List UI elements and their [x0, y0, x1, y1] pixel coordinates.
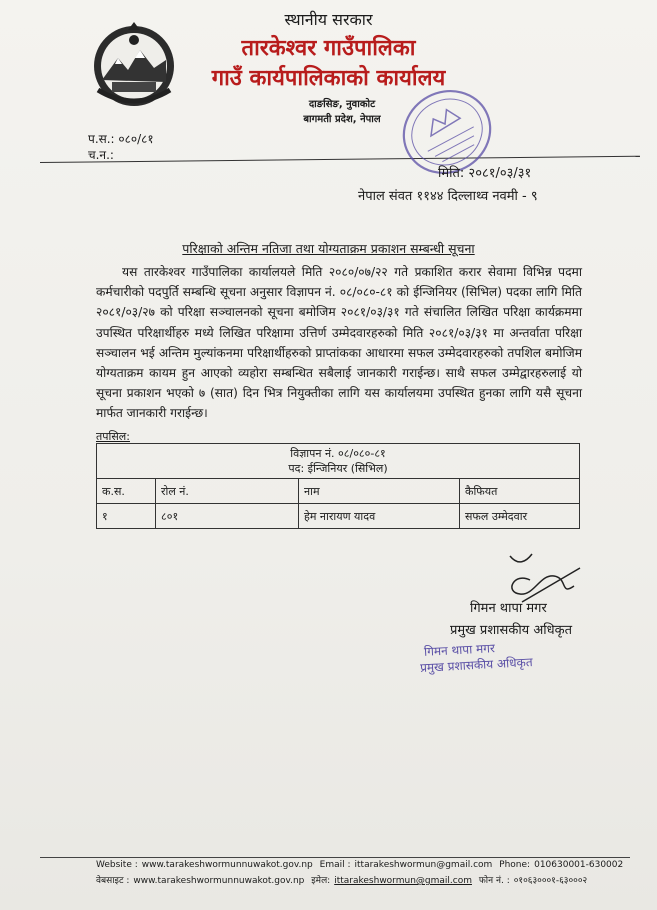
header-serial: क.स.: [97, 479, 156, 504]
details-label: तपसिल:: [96, 430, 130, 443]
notice-body: [96, 262, 582, 424]
footer-phone-label-np: फोन नं. :: [478, 876, 510, 886]
footer-website-link[interactable]: www.tarakeshwormunnuwakot.gov.np: [141, 860, 313, 870]
advertisement-number: विज्ञापन नं. ०८/०८०-८१: [290, 447, 386, 460]
footer-english: [96, 860, 627, 870]
cell-name: हेम नारायण यादव: [299, 504, 460, 529]
header-address: दाङसिङ, नुवाकोट: [308, 99, 376, 110]
table-header-row: [97, 479, 580, 504]
header-province: बागमती प्रदेश, नेपाल: [303, 114, 381, 125]
notice-subject: परिक्षाको अन्तिम नतिजा तथा योग्यताक्रम प्रकाशन सम्बन्धी सूचना: [182, 241, 475, 256]
table-row: [97, 504, 580, 529]
header-municipality: तारकेश्वर गाउँपालिका: [241, 35, 416, 61]
footer-email-link[interactable]: ittarakeshwormun@gmail.com: [354, 860, 493, 870]
date-gregorian: मिति: २०८१/०३/३१: [438, 166, 532, 181]
footer-website-label-np: वेबसाइट :: [96, 876, 130, 886]
blue-stamp-name: गिमन थापा मगर: [423, 641, 496, 659]
signatory-name: गिमन थापा मगर: [470, 601, 547, 616]
footer-website-link-np[interactable]: www.tarakeshwormunnuwakot.gov.np: [133, 876, 305, 886]
footer-email-link-np[interactable]: ittarakeshwormun@gmail.com: [334, 876, 472, 886]
post-name: पद: ईन्जिनियर (सिभिल): [288, 462, 388, 475]
header-remarks: कैफियत: [460, 479, 580, 504]
footer-nepali: [96, 873, 591, 886]
header-divider: [40, 156, 640, 163]
footer-email-label-np: इमेल:: [311, 876, 331, 886]
cell-roll: ८०१: [156, 504, 299, 529]
footer-website-label: Website :: [96, 860, 138, 870]
blue-stamp-title: प्रमुख प्रशासकीय अधिकृत: [419, 655, 533, 675]
signatory-title: प्रमुख प्रशासकीय अधिकृत: [450, 623, 573, 638]
reference-ps: प.स.: ०८०/८१: [88, 132, 154, 146]
result-table: [96, 443, 580, 529]
footer-phone: 010630001-630002: [534, 860, 624, 870]
header-name: नाम: [299, 479, 460, 504]
date-nepal-samvat: नेपाल संवत ११४४ दिल्लाथ्व नवमी - ९: [358, 189, 538, 204]
notice-paragraph: यस तारकेश्वर गाउँपालिका कार्यालयले मिति २०८०/०७/२२ गते प्रकाशित करार सेवामा विभिन्न पदमा कर्मचारीको पदपुर्ति सम्बन्धि सूचना अनुसार विज्ञापन नं. ०८/०८०-८१ को ईन्जिनियर (सिभिल) पदका लागि मिति २०८१/०३/२७ को परिक्षा सञ्चालनको सूचना बमोजिम २०८१/०३/३१ गते संचालित लिखित परिक्षा कार्यक्रममा उपस्थित परिक्षार्थीहरु मध्ये लिखित परिक्षामा उत्तिर्ण उम्मेदवारहरुको मिति २०८१/०३/३१ मा अन्तर्वाता परिक्षा सञ्चालन भई अन्तिम मुल्यांकनमा परिक्षार्थीहरुको प्राप्तांकका आधारमा सफल उम्मेदवारहरुको तपशिल बमोजिम योग्यताक्रम कायम हुन आएको व्यहोरा सम्बन्धित सबैलाई जानकारी गराईन्छ। साथै सफल उम्मेद्वारहरुलाई यो सूचना प्रकाशन भएको ७ (सात) दिन भित्र नियुक्तीका लागि यस कार्यालयमा उपस्थित हुनका लागि यसै सूचना मार्फत जानकारी गराईन्छ।: [96, 265, 582, 421]
header-office: गाउँ कार्यपालिकाको कार्यालय: [211, 65, 446, 91]
header-local-government: स्थानीय सरकार: [284, 10, 373, 29]
reference-cn: च.न.:: [88, 148, 114, 162]
cell-remarks: सफल उम्मेदवार: [460, 504, 580, 529]
footer-divider: [40, 857, 630, 858]
header-roll: रोल नं.: [156, 479, 299, 504]
table-title-cell: [97, 444, 580, 479]
cell-serial: १: [97, 504, 156, 529]
footer-phone-np: ०१०६३०००१-६३०००२: [513, 876, 588, 886]
footer-phone-label: Phone:: [499, 860, 531, 870]
footer-email-label: Email :: [319, 860, 351, 870]
